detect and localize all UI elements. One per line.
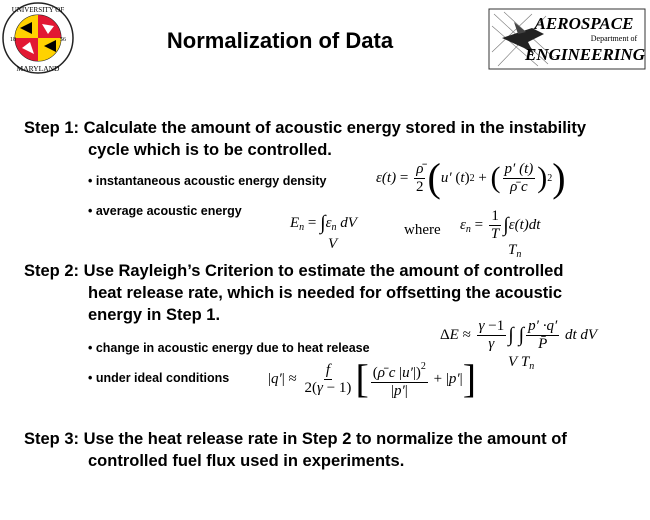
step-1-line1: Calculate the amount of acoustic energy stored in the instability: [83, 119, 587, 137]
step-1-label: Step 1:: [24, 119, 80, 137]
bullet-ideal-conditions: • under ideal conditions: [88, 371, 230, 385]
equation-heat-release-rate: | q′ | ≈ $\frac{f}{2(\gamma - 1)}$ [ $\frac{(\rhō c |u'|)^2}{|p'|}$ + | p′ | ]: [268, 356, 477, 401]
umd-seal-logo: [2, 2, 74, 74]
svg-text:AEROSPACE: AEROSPACE: [534, 14, 634, 33]
svg-text:Department of: Department of: [590, 34, 638, 43]
step-1-line2: cycle which is to be controlled.: [88, 141, 332, 159]
svg-text:56: 56: [60, 37, 66, 43]
equation-average-energy: $E_n = \int\varepsilon_n$ dV V: [290, 212, 357, 252]
step-2-line1: Use Rayleigh’s Criterion to estimate the amount of controlled: [83, 262, 564, 280]
step-2-line3: energy in Step 1.: [88, 306, 221, 324]
bullet-heat-release-change: • change in acoustic energy due to heat release: [88, 341, 370, 355]
step-3-line1: Use the heat release rate in Step 2 to normalize the amount of: [83, 430, 567, 448]
aerospace-engineering-logo: [488, 8, 646, 70]
svg-text:UNIVERSITY OF: UNIVERSITY OF: [11, 6, 65, 14]
equation-energy-density: ε(t) = $\frac{\rhō}{2}$ ( u′ ( t ) 2 + ( $\frac{p' (t)}{\rhō c}$ ) 2 ): [376, 155, 566, 200]
equation-rayleigh: Δ E ≈ $\frac{\gamma -1}{\gamma}$ ∫ ∫ $\frac{p' \cdot q'}{P̄}$ dt dV V $T_n$: [440, 318, 598, 372]
svg-text:MARYLAND: MARYLAND: [16, 64, 60, 73]
step-3-label: Step 3:: [24, 430, 80, 448]
equation-where-label: where: [404, 222, 441, 238]
step-3: [24, 428, 567, 472]
page-title: Normalization of Data: [166, 28, 394, 53]
equation-mean-energy: $\varepsilon_n$ = $\frac{1}{T}$ ∫ ε(t)dt $T_n$: [460, 208, 541, 260]
step-2-line2: heat release rate, which is needed for offsetting the acoustic: [88, 284, 563, 302]
step-2: [24, 260, 563, 326]
step-3-line2: controlled fuel flux used in experiments.: [88, 452, 405, 470]
bullet-instantaneous-energy: • instantaneous acoustic energy density: [88, 174, 327, 188]
svg-text:ENGINEERING: ENGINEERING: [525, 45, 645, 64]
bullet-average-energy: • average acoustic energy: [88, 204, 242, 218]
svg-text:18: 18: [10, 37, 16, 43]
step-2-label: Step 2:: [24, 262, 80, 280]
